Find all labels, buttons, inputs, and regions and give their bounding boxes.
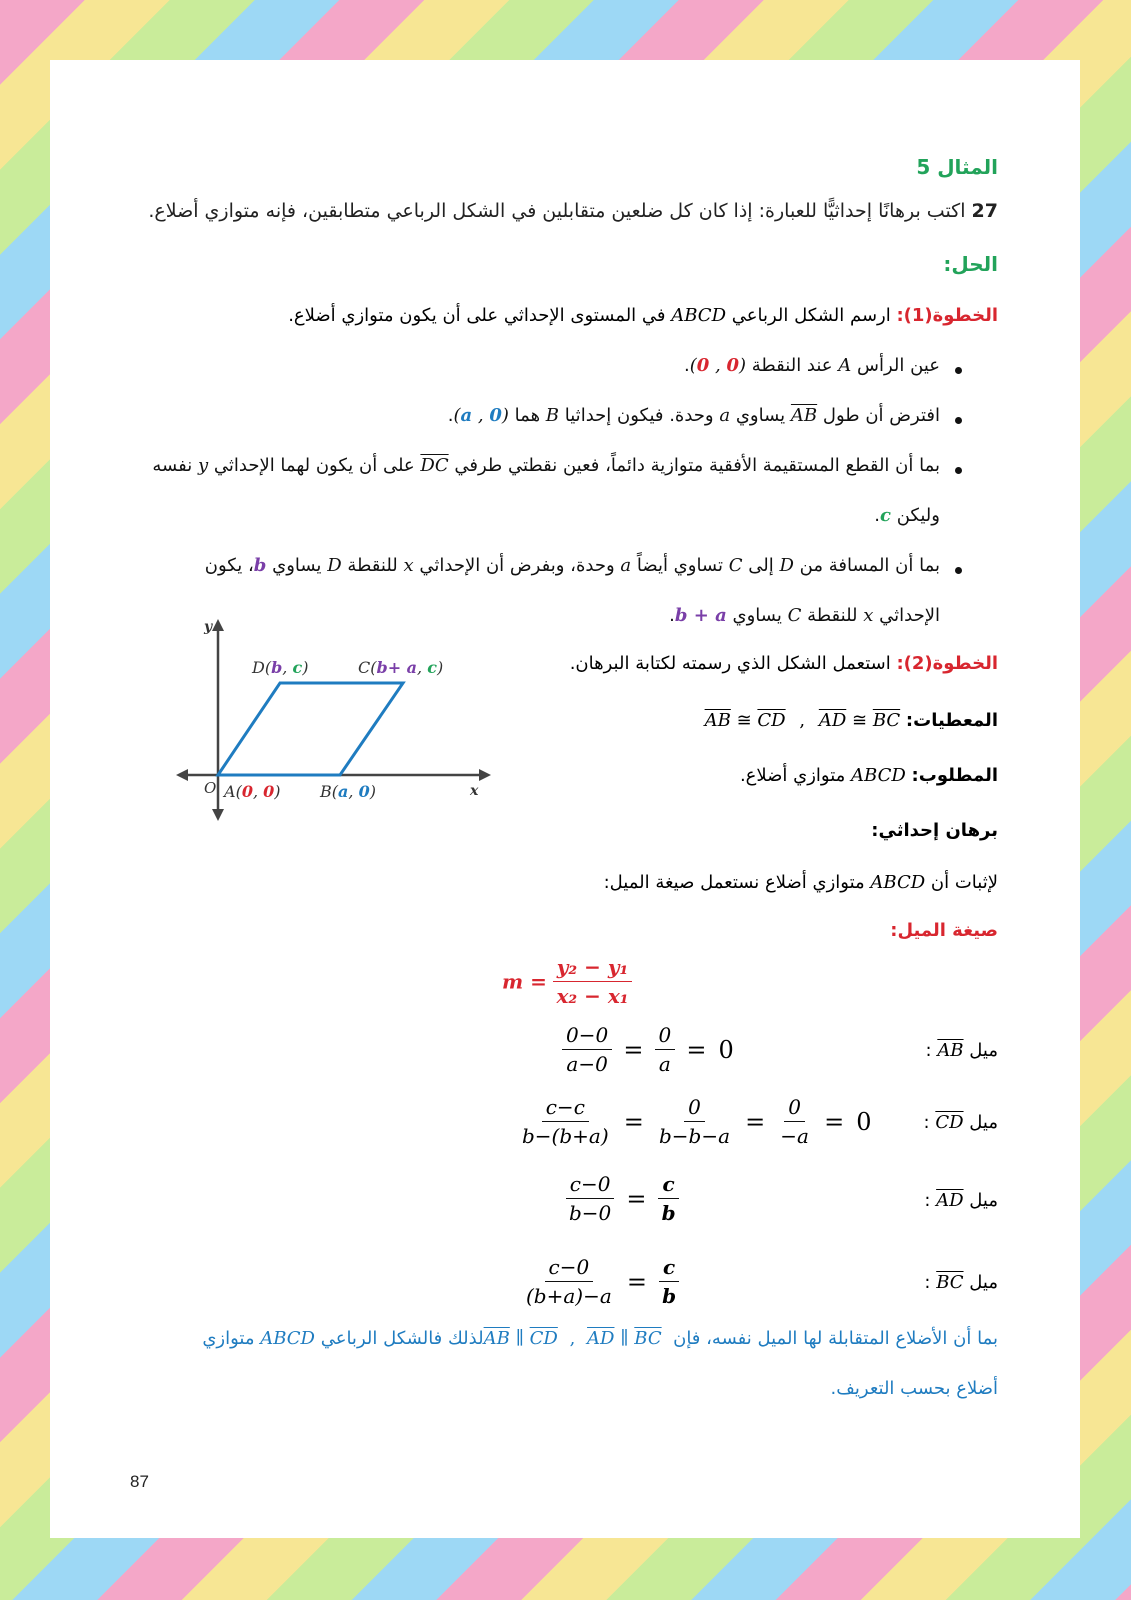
parallelogram-figure — [170, 615, 500, 825]
problem-statement — [148, 200, 998, 222]
axis-x: x — [403, 555, 414, 576]
slope-label-bc: ميل $\overline{BC}$ : — [924, 1272, 998, 1293]
bullet-text: للنقطة — [807, 605, 858, 626]
length-a: a — [719, 405, 731, 426]
axis-x: x — [863, 605, 874, 626]
givens-line — [705, 710, 998, 731]
step1-text-b: في المستوى الإحداثي على أن يكون متوازي أضلاع. — [288, 305, 666, 326]
vertex-b-label: B(a, 0) — [320, 782, 376, 801]
bullet-text: تساوي أيضاً — [636, 555, 724, 576]
bullet-dot — [955, 417, 962, 424]
step1-line — [288, 305, 998, 326]
bullet-text: ، يكون — [204, 555, 254, 576]
point-d: D — [779, 555, 794, 576]
bullet-text: الإحداثي — [879, 605, 940, 626]
slope-formula-label: صيغة الميل: — [890, 920, 998, 941]
problem-number: 27 — [971, 200, 998, 222]
bullet-text: بما أن القطع المستقيمة الأفقية متوازية دائماً، فعين نقطتي طرفي — [454, 455, 940, 476]
bullet-text: يساوي — [735, 405, 786, 426]
x-axis-label: x — [470, 783, 479, 799]
bullet-text: عين الرأس — [857, 355, 940, 376]
solution-label: الحل: — [943, 252, 998, 276]
slope-cd-calc: $\frac{c-c}{b-(b+a)}$ = $\frac{0}{b-b-a}$ = $\frac{0}{-a}$ = 0 — [522, 1095, 872, 1148]
bullet-text: هما — [514, 405, 541, 426]
bullet-text: وحدة. فيكون إحداثيا — [564, 405, 714, 426]
required-quad: ABCD — [851, 765, 906, 786]
givens-label: المعطيات: — [905, 710, 998, 731]
step2-line — [570, 653, 998, 674]
var-c: c — [880, 505, 891, 526]
origin-label: O — [204, 779, 217, 797]
bullet-1: عين الرأس A عند النقطة (0 , 0). — [683, 355, 940, 376]
length-a: a — [620, 555, 632, 576]
bullet-text: للنقطة — [347, 555, 398, 576]
y-axis-arrow-down-icon — [212, 809, 224, 821]
point-c: C — [728, 555, 743, 576]
bullet-text: وليكن — [896, 505, 940, 526]
bullet-dot — [955, 567, 962, 574]
conclusion-relation: $\overline{AB}$ ∥ $\overline{CD}$ , $\overline{AD}$ ∥ $\overline{BC}$ — [483, 1328, 662, 1349]
conclusion-line-2: أضلاع بحسب التعريف. — [830, 1378, 998, 1399]
vertex-a: A — [838, 355, 852, 376]
bullet-text: نفسه — [152, 455, 193, 476]
segment-dc: DC — [420, 455, 449, 476]
point-d: D — [327, 555, 342, 576]
step1-text-a: ارسم الشكل الرباعي — [731, 305, 891, 326]
y-axis-arrow-icon — [212, 619, 224, 631]
page-number: 87 — [130, 1472, 149, 1491]
coord-a: (0 , 0) — [689, 355, 747, 376]
bullet-4 — [205, 555, 940, 576]
bullet-text: إلى — [748, 555, 774, 576]
example-title: المثال 5 — [916, 155, 998, 179]
bullet-4-cont: الإحداثي x للنقطة C يساوي b + a. — [669, 605, 940, 626]
bullet-dot — [955, 467, 962, 474]
required-text: متوازي أضلاع. — [739, 765, 846, 786]
givens-expr: $\overline{AB}$ ≅ $\overline{CD}$ , $\overline{AD}$ ≅ $\overline{BC}$ — [704, 710, 901, 731]
required-label: المطلوب: — [911, 765, 998, 786]
slope-formula: m = $\frac{\text{y₂ − y₁}}{\text{x₂ − x₁}}$ — [502, 955, 633, 1008]
slope-bc-calc: $\frac{c-0}{(b+a)-a}$ = $\frac{c}{b}$ — [522, 1255, 680, 1308]
point-b: B — [545, 405, 560, 426]
required-line — [740, 765, 998, 786]
x-axis-arrow-icon — [479, 769, 491, 781]
slope-label-cd: ميل $\overline{CD}$ : — [923, 1112, 998, 1133]
conclusion-text: لذلك فالشكل الرباعي — [320, 1328, 484, 1349]
bullet-text: على أن يكون لهما الإحداثي — [213, 455, 415, 476]
step1-label: الخطوة(1): — [896, 305, 998, 326]
conclusion-text: بما أن الأضلاع المتقابلة لها الميل نفسه، فإن — [673, 1328, 998, 1349]
step2-text: استعمل الشكل الذي رسمته لكتابة البرهان. — [569, 653, 891, 674]
bullet-3 — [152, 455, 940, 476]
bullet-dot — [955, 367, 962, 374]
vertex-a-label: A(0, 0) — [224, 782, 281, 801]
segment-ab: AB — [790, 405, 818, 426]
vertex-d-label: D(b, c) — [252, 658, 309, 677]
bullet-3-cont: وليكن c. — [874, 505, 940, 526]
proof-intro — [604, 872, 998, 893]
proof-text: لإثبات أن — [930, 872, 998, 893]
worksheet-page — [50, 60, 1080, 1538]
proof-label: برهان إحداثي: — [871, 820, 998, 841]
var-b: b — [253, 555, 267, 576]
axis-y: y — [197, 455, 209, 476]
step2-label: الخطوة(2): — [896, 653, 998, 674]
bullet-text: يساوي — [272, 555, 322, 576]
problem-text: اكتب برهانًا إحداثيًّا للعبارة: إذا كان كل ضلعين متقابلين في الشكل الرباعي متطابقين، فإنه متوازي أضلاع. — [148, 200, 966, 222]
slope-label-ad: ميل $\overline{AD}$ : — [924, 1190, 998, 1211]
bullet-2: افترض أن طول AB يساوي a وحدة. فيكون إحداثيا B هما (a , 0). — [447, 405, 940, 426]
bullet-text: عند النقطة — [751, 355, 833, 376]
slope-ab-calc: $\frac{0-0}{a-0}$ = $\frac{0}{a}$ = 0 — [562, 1023, 740, 1076]
conclusion-text: متوازي — [202, 1328, 255, 1349]
vertex-c-label: C(b+ a, c) — [358, 658, 444, 677]
bullet-text: بما أن المسافة من — [799, 555, 940, 576]
slope-label-ab: ميل $\overline{AB}$ : — [925, 1040, 998, 1061]
step1-quad: ABCD — [671, 305, 727, 326]
bullet-text: افترض أن طول — [822, 405, 940, 426]
conclusion-line-1 — [202, 1328, 998, 1349]
bullet-text: وحدة، وبفرض أن الإحداثي — [419, 555, 615, 576]
slope-ad-calc: $\frac{c-0}{b-0}$ = $\frac{c}{b}$ — [565, 1172, 680, 1225]
expr-b-plus-a: b + a — [674, 605, 727, 626]
proof-quad: ABCD — [870, 872, 926, 893]
conclusion-quad: ABCD — [260, 1328, 315, 1349]
parallelogram-abcd — [218, 683, 403, 775]
x-axis-arrow-left-icon — [176, 769, 188, 781]
proof-text: متوازي أضلاع نستعمل صيغة الميل: — [603, 872, 865, 893]
coord-b: (a , 0) — [453, 405, 509, 426]
y-axis-label: y — [204, 619, 213, 635]
point-c: C — [787, 605, 802, 626]
bullet-text: يساوي — [732, 605, 782, 626]
